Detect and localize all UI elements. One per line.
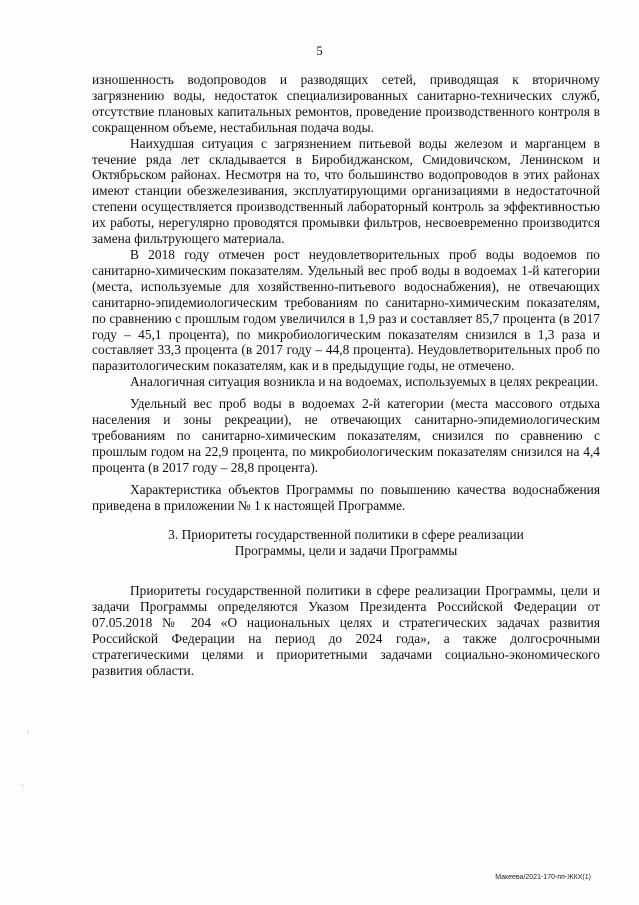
footer-reference: Макеева/2021-170-пп-ЖКХ(1): [495, 874, 591, 881]
paragraph-program-objects: Характеристика объектов Программы по повышению качества водоснабжения приведена в приложении № 1 к настоящей Программе.: [92, 481, 600, 513]
section-heading: [92, 527, 600, 559]
section-heading-line-1: 3. Приоритеты государственной политики в сфере реализации: [168, 527, 524, 543]
paragraph-recreation: Аналогичная ситуация возникла и на водоемах, используемых в целях рекреации.: [130, 374, 599, 390]
scan-mark: [22, 785, 23, 786]
paragraph-iron-manganese: Наихудшая ситуация с загрязнением питьевой воды железом и марганцем в течение ряда лет складывается в Биробиджанском, Смидовичском, Ленинском и Октябрьском районах. Несмотря на то, что большинство водопроводов в этих районах имеют станции обезжелезивания, эксплуатирующими организациями в недостаточной степени осуществляется производственный лабораторный контроль за эффективностью их работы, нерегулярно проводятся промывки фильтров, несвоевременно производится замена фильтрующего материала.: [92, 135, 600, 247]
paragraph-priorities: Приоритеты государственной политики в сфере реализации Программы, цели и задачи Программы определяются Указом Президента Российской Федерации от 07.05.2018 № 204 «О национальных целях и стратегических задачах развития Российской Федерации на период до 2024 года», а также долгосрочными стратегическими целями и приоритетными задачами социально-экономического развития области.: [92, 583, 600, 678]
scan-mark: [27, 732, 28, 733]
paragraph-category-2-water: Удельный вес проб воды в водоемах 2-й категории (места массового отдыха населения и зоны рекреации), не отвечающих санитарно-эпидемиологическим требованиям по санитарно-химическим показателям, снизился по сравнению с прошлым годом на 22,9 процента, по микробиологическим показателям снизился на 4,4 процента (в 2017 году – 28,8 процента).: [92, 396, 600, 475]
document-body: [92, 72, 600, 679]
page-number: 5: [316, 44, 323, 58]
paragraph-category-1-water: В 2018 году отмечен рост неудовлетворительных проб воды водоемов по санитарно-химическим показателям. Удельный вес проб воды в водоемах 1-й категории (места, используемые для хозяйственно-питьевого водоснабжения), не отвечающих санитарно-эпидемиологическим требованиям по санитарно-химическим показателям, по сравнению с прошлым годом увеличился в 1,9 раз и составляет 85,7 процента (в 2017 году – 45,1 процента), по микробиологическим показателям снизился в 1,3 раза и составляет 33,3 процента (в 2017 году – 44,8 процента). Неудовлетворительных проб по паразитологическим показателям, как и в предыдущие годы, не отмечено.: [92, 246, 600, 374]
paragraph-continuation: изношенность водопроводов и разводящих сетей, приводящая к вторичному загрязнению воды, недостаток специализированных санитарно-технических служб, отсутствие плановых капитальных ремонтов, проведение производственного контроля в сокращенном объеме, нестабильная подача воды.: [92, 72, 600, 135]
section-heading-line-2: Программы, цели и задачи Программы: [234, 543, 458, 559]
